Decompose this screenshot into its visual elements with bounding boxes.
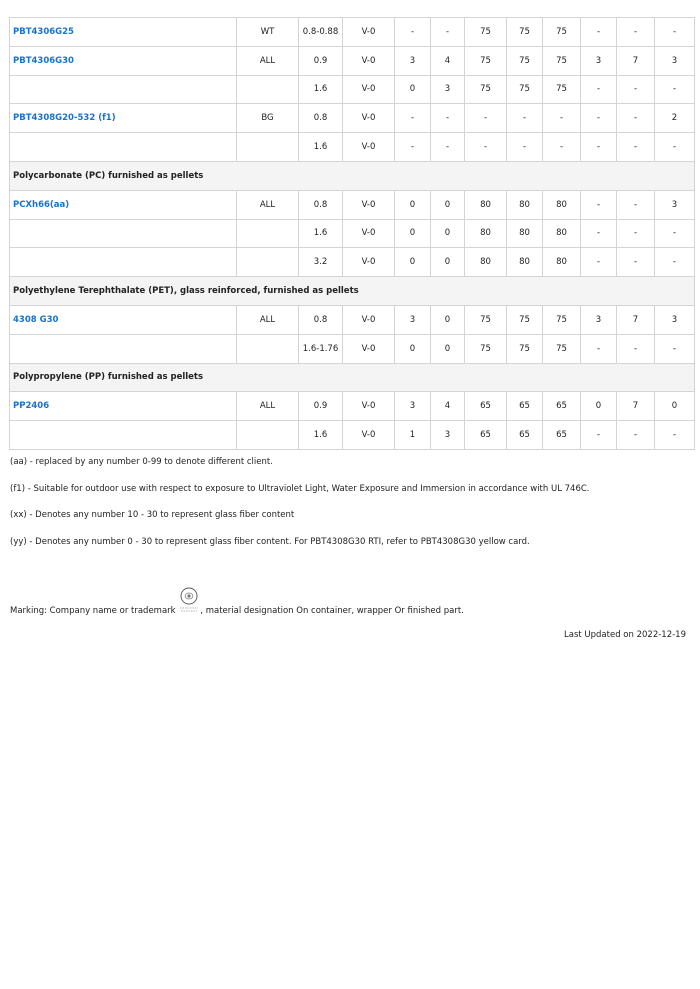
product-name-cell — [10, 248, 237, 277]
cell-c2: 0 — [431, 334, 465, 363]
cell-c4: - — [507, 104, 543, 133]
cell-c7: - — [617, 248, 655, 277]
product-name-cell — [10, 104, 237, 133]
cell-c7: - — [617, 334, 655, 363]
cell-c1: 3 — [395, 305, 431, 334]
cell-color: ALL — [237, 305, 299, 334]
cell-c4: 75 — [507, 305, 543, 334]
cell-color — [237, 421, 299, 450]
cell-c2: 0 — [431, 219, 465, 248]
cell-c4: 65 — [507, 421, 543, 450]
last-updated: Last Updated on 2022-12-19 — [564, 630, 686, 640]
marking-line — [10, 603, 464, 616]
cell-c8: 0 — [655, 392, 695, 421]
footnote-f1: (f1) - Suitable for outdoor use with respect to exposure to Ultraviolet Light, Water Exposure and Immersion in accordance with UL 746C. — [10, 484, 590, 494]
product-link[interactable]: PP2406 — [13, 401, 50, 412]
cell-c4: 75 — [507, 334, 543, 363]
table-row — [10, 421, 695, 450]
cell-c8: 2 — [655, 104, 695, 133]
cell-rating: V-0 — [343, 392, 395, 421]
product-name-cell — [10, 75, 237, 104]
cell-c6: - — [581, 190, 617, 219]
cell-rating: V-0 — [343, 104, 395, 133]
cell-rating: V-0 — [343, 18, 395, 47]
cell-c8: - — [655, 334, 695, 363]
cell-color: WT — [237, 18, 299, 47]
cell-rating: V-0 — [343, 190, 395, 219]
table-row — [10, 219, 695, 248]
cell-c6: - — [581, 104, 617, 133]
cell-c3: 65 — [465, 392, 507, 421]
marking-text-before: Marking: Company name or trademark — [10, 606, 179, 616]
cell-c3: - — [465, 133, 507, 162]
product-name-cell — [10, 334, 237, 363]
trademark-logo-icon — [178, 603, 200, 613]
product-name-cell — [10, 392, 237, 421]
cell-c6: - — [581, 248, 617, 277]
cell-thickness: 0.8 — [299, 305, 343, 334]
cell-c4: 75 — [507, 46, 543, 75]
material-group-row — [10, 363, 695, 392]
cell-c3: 80 — [465, 190, 507, 219]
cell-c8: 3 — [655, 46, 695, 75]
cell-c1: 0 — [395, 190, 431, 219]
cell-c7: - — [617, 18, 655, 47]
cell-c5: - — [543, 133, 581, 162]
cell-c2: 0 — [431, 190, 465, 219]
marking-text-after: , material designation On container, wrapper Or finished part. — [200, 606, 464, 616]
cell-c3: 75 — [465, 334, 507, 363]
cell-c6: - — [581, 75, 617, 104]
product-name-cell — [10, 190, 237, 219]
material-table — [9, 17, 695, 450]
cell-c6: 3 — [581, 305, 617, 334]
cell-thickness: 0.9 — [299, 392, 343, 421]
cell-c4: 80 — [507, 190, 543, 219]
material-group-row — [10, 161, 695, 190]
cell-c4: 75 — [507, 18, 543, 47]
cell-c7: - — [617, 190, 655, 219]
cell-thickness: 1.6-1.76 — [299, 334, 343, 363]
cell-c3: 80 — [465, 219, 507, 248]
cell-thickness: 0.8 — [299, 190, 343, 219]
cell-c5: 80 — [543, 219, 581, 248]
table-row — [10, 248, 695, 277]
table-row — [10, 305, 695, 334]
cell-c1: 0 — [395, 334, 431, 363]
cell-c3: 75 — [465, 75, 507, 104]
cell-c1: 0 — [395, 75, 431, 104]
cell-c6: 3 — [581, 46, 617, 75]
product-link[interactable]: PCXh66(aa) — [13, 199, 70, 210]
cell-c1: - — [395, 133, 431, 162]
footnote-aa: (aa) - replaced by any number 0-99 to denote different client. — [10, 457, 273, 467]
cell-c5: - — [543, 104, 581, 133]
cell-c1: - — [395, 18, 431, 47]
cell-c4: 80 — [507, 219, 543, 248]
cell-c8: - — [655, 18, 695, 47]
cell-c7: - — [617, 421, 655, 450]
cell-color: ALL — [237, 190, 299, 219]
cell-c5: 65 — [543, 392, 581, 421]
cell-rating: V-0 — [343, 334, 395, 363]
cell-color: ALL — [237, 392, 299, 421]
cell-thickness: 1.6 — [299, 421, 343, 450]
material-group-label: Polycarbonate (PC) furnished as pellets — [10, 161, 695, 190]
cell-color — [237, 75, 299, 104]
cell-thickness: 1.6 — [299, 75, 343, 104]
cell-c3: 65 — [465, 421, 507, 450]
cell-c6: - — [581, 133, 617, 162]
cell-c3: 80 — [465, 248, 507, 277]
product-name-cell — [10, 46, 237, 75]
cell-c1: 0 — [395, 219, 431, 248]
cell-c1: 3 — [395, 392, 431, 421]
table-row — [10, 18, 695, 47]
cell-c1: 1 — [395, 421, 431, 450]
cell-c2: 3 — [431, 75, 465, 104]
cell-c8: - — [655, 133, 695, 162]
material-group-label: Polypropylene (PP) furnished as pellets — [10, 363, 695, 392]
cell-c5: 75 — [543, 18, 581, 47]
table-row — [10, 46, 695, 75]
cell-c2: 3 — [431, 421, 465, 450]
cell-thickness: 0.9 — [299, 46, 343, 75]
cell-c4: 65 — [507, 392, 543, 421]
table-row — [10, 334, 695, 363]
cell-c7: 7 — [617, 46, 655, 75]
cell-c7: - — [617, 219, 655, 248]
cell-c6: - — [581, 334, 617, 363]
table-row — [10, 133, 695, 162]
cell-c7: 7 — [617, 392, 655, 421]
cell-c8: 3 — [655, 190, 695, 219]
cell-c7: - — [617, 75, 655, 104]
cell-c7: 7 — [617, 305, 655, 334]
cell-c6: 0 — [581, 392, 617, 421]
cell-c2: 4 — [431, 392, 465, 421]
product-link[interactable]: 4308 G30 — [13, 314, 59, 325]
cell-c3: - — [465, 104, 507, 133]
table-row — [10, 104, 695, 133]
cell-thickness: 0.8 — [299, 104, 343, 133]
cell-c7: - — [617, 133, 655, 162]
cell-c5: 65 — [543, 421, 581, 450]
cell-color — [237, 219, 299, 248]
cell-rating: V-0 — [343, 305, 395, 334]
product-link[interactable]: PBT4306G30 — [13, 55, 74, 66]
cell-thickness: 1.6 — [299, 219, 343, 248]
product-name-cell — [10, 305, 237, 334]
cell-c4: 80 — [507, 248, 543, 277]
product-link[interactable]: PBT4306G25 — [13, 26, 74, 37]
cell-c1: 0 — [395, 248, 431, 277]
cell-rating: V-0 — [343, 133, 395, 162]
cell-c6: - — [581, 421, 617, 450]
cell-c3: 75 — [465, 18, 507, 47]
table-row — [10, 75, 695, 104]
product-name-cell — [10, 421, 237, 450]
cell-color — [237, 334, 299, 363]
cell-rating: V-0 — [343, 46, 395, 75]
product-name-cell — [10, 18, 237, 47]
cell-c3: 75 — [465, 46, 507, 75]
cell-rating: V-0 — [343, 75, 395, 104]
cell-c8: 3 — [655, 305, 695, 334]
product-link[interactable]: PBT4308G20-532 (f1) — [13, 113, 116, 124]
cell-color: ALL — [237, 46, 299, 75]
cell-rating: V-0 — [343, 248, 395, 277]
cell-c8: - — [655, 219, 695, 248]
cell-c4: - — [507, 133, 543, 162]
cell-rating: V-0 — [343, 421, 395, 450]
product-name-cell — [10, 219, 237, 248]
table-row — [10, 190, 695, 219]
cell-c5: 80 — [543, 190, 581, 219]
cell-c5: 75 — [543, 305, 581, 334]
cell-color — [237, 133, 299, 162]
cell-c5: 75 — [543, 334, 581, 363]
cell-thickness: 3.2 — [299, 248, 343, 277]
cell-c2: 0 — [431, 248, 465, 277]
material-group-label: Polyethylene Terephthalate (PET), glass reinforced, furnished as pellets — [10, 277, 695, 306]
cell-c6: - — [581, 18, 617, 47]
table-row — [10, 392, 695, 421]
cell-color — [237, 248, 299, 277]
cell-c1: 3 — [395, 46, 431, 75]
cell-c8: - — [655, 421, 695, 450]
cell-thickness: 1.6 — [299, 133, 343, 162]
cell-thickness: 0.8-0.88 — [299, 18, 343, 47]
footnote-xx: (xx) - Denotes any number 10 - 30 to represent glass fiber content — [10, 510, 295, 520]
cell-rating: V-0 — [343, 219, 395, 248]
cell-c5: 75 — [543, 75, 581, 104]
cell-c3: 75 — [465, 305, 507, 334]
cell-c6: - — [581, 219, 617, 248]
cell-c8: - — [655, 75, 695, 104]
cell-c2: 0 — [431, 305, 465, 334]
cell-c5: 80 — [543, 248, 581, 277]
cell-c7: - — [617, 104, 655, 133]
cell-c2: - — [431, 18, 465, 47]
footnote-yy: (yy) - Denotes any number 0 - 30 to represent glass fiber content. For PBT4308G30 RTI, refer to PBT4308G30 yellow card. — [10, 537, 530, 547]
product-name-cell — [10, 133, 237, 162]
cell-c2: 4 — [431, 46, 465, 75]
cell-c2: - — [431, 104, 465, 133]
cell-c1: - — [395, 104, 431, 133]
cell-c4: 75 — [507, 75, 543, 104]
material-group-row — [10, 277, 695, 306]
cell-c8: - — [655, 248, 695, 277]
cell-c2: - — [431, 133, 465, 162]
cell-color: BG — [237, 104, 299, 133]
cell-c5: 75 — [543, 46, 581, 75]
